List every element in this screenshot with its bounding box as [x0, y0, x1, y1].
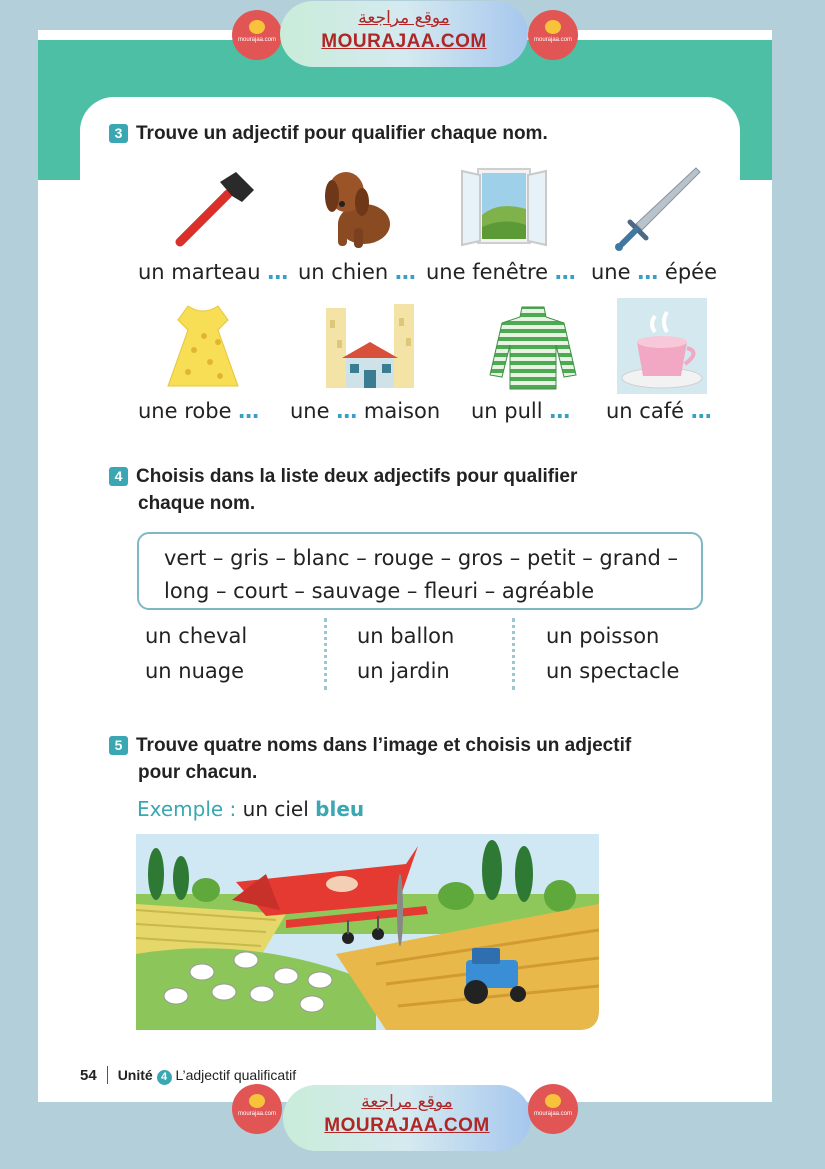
adjective-list-line-1: vert – gris – blanc – rouge – gros – petit – grand –	[164, 546, 679, 570]
watermark-banner-bottom[interactable]	[283, 1085, 531, 1151]
logo-badge-icon: mourajaa.com	[528, 1084, 578, 1134]
countryside-airplane-tractor-sheep-icon	[136, 834, 599, 1030]
logo-badge-icon: mourajaa.com	[232, 1084, 282, 1134]
exercise-number: 3	[109, 124, 128, 143]
noun-item: un jardin	[357, 659, 450, 683]
house-icon	[322, 300, 418, 390]
exercise-number: 4	[109, 467, 128, 486]
dog-icon	[318, 162, 398, 250]
exercise-5-heading	[109, 732, 631, 786]
exercise-4-heading	[109, 463, 577, 517]
watermark-arabic: موقع مراجعة	[358, 8, 450, 28]
exercise-instruction-cont: pour chacun.	[138, 762, 258, 783]
column-divider	[512, 618, 515, 690]
page-footer	[80, 1066, 296, 1085]
column-divider	[324, 618, 327, 690]
dress-icon	[158, 302, 248, 390]
exercise-3-heading	[109, 120, 548, 147]
adjective-list-line-2: long – court – sauvage – fleuri – agréable	[164, 579, 595, 603]
noun-item: un ballon	[357, 624, 455, 648]
ex3-item-3: une fenêtre …	[426, 260, 576, 284]
logo-badge-icon: mourajaa.com	[528, 10, 578, 60]
ex3-item-2: un chien …	[298, 260, 416, 284]
exercise-instruction: Trouve quatre noms dans l’image et choisis un adjectif	[136, 735, 632, 756]
exercise-instruction: Trouve un adjectif pour qualifier chaque nom.	[136, 123, 548, 144]
exercise-instruction-cont: chaque nom.	[138, 493, 256, 514]
window-icon	[458, 165, 550, 247]
noun-item: un nuage	[145, 659, 245, 683]
hammer-icon	[170, 168, 260, 248]
exercise-number: 5	[109, 736, 128, 755]
sweater-icon	[488, 305, 578, 391]
ex3-item-6: une … maison	[290, 399, 441, 423]
ex3-item-7: un pull …	[471, 399, 571, 423]
unit-number: 4	[157, 1070, 172, 1085]
ex3-item-5: une robe …	[138, 399, 260, 423]
example-line: Exemple : un ciel bleu	[137, 797, 365, 821]
unit-title: L’adjectif qualificatif	[175, 1067, 297, 1083]
coffee-cup-icon	[617, 298, 707, 394]
watermark-site[interactable]: MOURAJAA.COM	[321, 31, 487, 52]
watermark-arabic: موقع مراجعة	[361, 1092, 453, 1112]
exercise-instruction: Choisis dans la liste deux adjectifs pour qualifier	[136, 466, 578, 487]
watermark-banner-top[interactable]	[280, 1, 528, 67]
adjective-list-box	[137, 532, 703, 610]
noun-item: un poisson	[546, 624, 660, 648]
page-number: 54	[80, 1067, 97, 1084]
ex3-item-4: une … épée	[591, 260, 717, 284]
unit-label: Unité	[117, 1067, 153, 1083]
sword-icon	[612, 164, 702, 254]
ex3-item-8: un café …	[606, 399, 712, 423]
noun-item: un cheval	[145, 624, 248, 648]
noun-item: un spectacle	[546, 659, 680, 683]
ex3-item-1: un marteau …	[138, 260, 289, 284]
logo-badge-icon: mourajaa.com	[232, 10, 282, 60]
watermark-site[interactable]: MOURAJAA.COM	[324, 1115, 490, 1136]
